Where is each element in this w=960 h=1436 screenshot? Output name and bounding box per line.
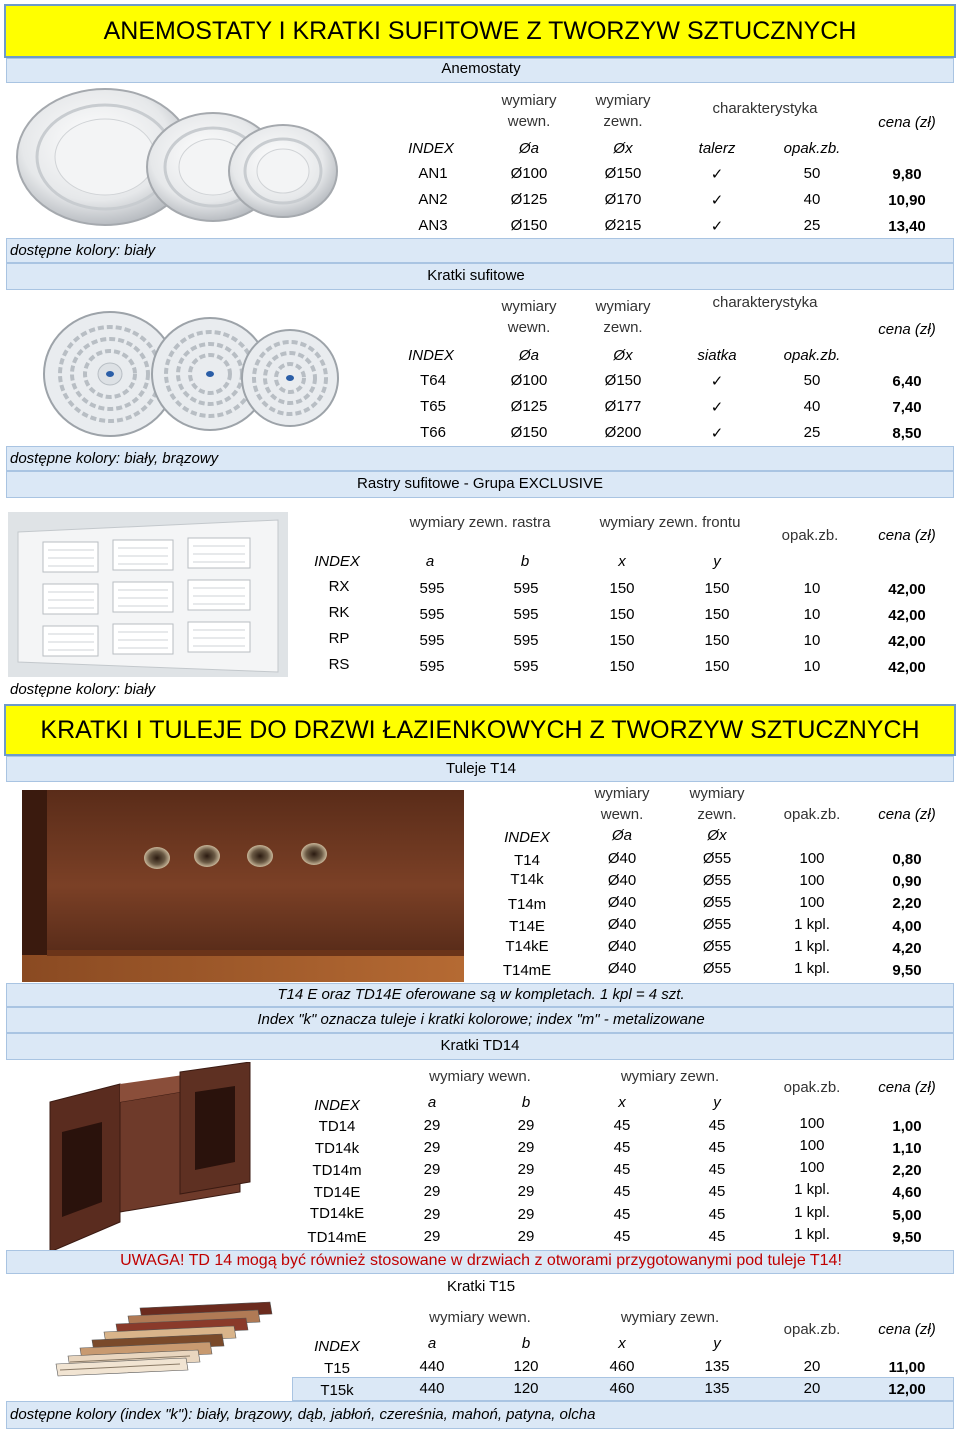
td14-h-zewn: wymiary zewn. [620,1068,720,1085]
table-cell: Ø40 [607,960,637,977]
anem-h-wewn: wymiary wewn. [501,92,557,130]
price-cell: 1,00 [892,1118,922,1135]
price-cell: 12,00 [888,1381,926,1398]
table-cell: Ø170 [604,191,642,208]
table-row-index: RX [328,578,350,595]
table-cell: 460 [609,1358,635,1375]
rastry-h-rastra: wymiary zewn. rastra [409,514,551,531]
available-colors: dostępne kolory: biały, brązowy [10,450,219,467]
table-cell: 595 [513,658,539,675]
anem-h-char: charakterystyka [712,100,818,117]
price-cell: 4,20 [892,940,922,957]
table-row-index: T14kE [505,938,549,955]
anemostaty-title: Anemostaty [441,60,521,77]
uwaga-note: UWAGA! TD 14 mogą być również stosowane w drzwiach z otworami przygotowanymi pod tuleje T14! [120,1252,842,1269]
table-row-index: T15 [324,1360,350,1377]
t15-image [40,1300,280,1400]
table-cell: 20 [803,1380,821,1397]
rastry-h-opak: opak.zb. [781,527,839,544]
table-cell: Ø100 [510,165,548,182]
table-cell: 100 [799,872,825,889]
anem-h-talerz: talerz [698,140,736,157]
anem-h-zewn: wymiary zewn. [595,92,651,130]
tuleje-h-x: Øx [707,827,727,844]
table-row-index: TD14mE [307,1229,367,1246]
table-cell: 45 [708,1139,726,1156]
table-cell: 150 [704,580,730,597]
table-cell: 45 [708,1117,726,1134]
kratki-sufitowe-image [40,292,340,442]
table-cell: 29 [517,1161,535,1178]
rastry-h-cena: cena (zł) [878,527,936,544]
td14-h-cena: cena (zł) [878,1079,936,1096]
table-cell: 1 kpl. [794,938,830,955]
anem-h-a: Øa [518,140,540,157]
table-row-index: RP [328,630,350,647]
tuleje-h-index: INDEX [504,829,550,846]
table-cell: 440 [419,1380,445,1397]
available-colors: dostępne kolory (index "k"): biały, brązowy, dąb, jabłoń, czereśnia, mahoń, patyna, olcha [10,1406,596,1423]
table-cell: 45 [708,1183,726,1200]
table-cell: 45 [613,1117,631,1134]
table-cell: 100 [799,1115,825,1132]
table-cell: 40 [803,398,821,415]
table-cell: Ø40 [607,872,637,889]
section-title-kratki-tuleje [4,704,956,756]
table-cell: Ø55 [702,916,732,933]
table-row-index: T65 [420,398,446,415]
table-cell: 45 [613,1161,631,1178]
check-icon: ✓ [710,218,724,235]
table-cell: 1 kpl. [794,1181,830,1198]
table-cell: 29 [423,1206,441,1223]
td14-h-a: a [427,1094,437,1111]
table-cell: 45 [708,1206,726,1223]
rastry-h-x: x [618,553,626,570]
table-cell: Ø215 [604,217,642,234]
available-colors: dostępne kolory: biały [10,681,156,698]
table-cell: 29 [517,1206,535,1223]
kratki-h-char: charakterystyka [712,294,818,311]
table-cell: 20 [803,1358,821,1375]
table-row-index: TD14m [312,1162,362,1179]
available-colors: dostępne kolory: biały [10,242,156,259]
rastry-h-b: b [520,553,530,570]
table-cell: 29 [517,1139,535,1156]
price-cell: 9,50 [892,1229,922,1246]
table-cell: Ø40 [607,894,637,911]
table-cell: 595 [419,606,445,623]
section-title-anemostaty-kratki [4,4,956,58]
table-cell: 595 [419,658,445,675]
table-cell: 1 kpl. [794,960,830,977]
table-cell: Ø40 [607,938,637,955]
t15-h-wewn: wymiary wewn. [429,1309,531,1326]
table-cell: 120 [513,1358,539,1375]
price-cell: 42,00 [888,581,926,598]
table-cell: 100 [799,894,825,911]
table-cell: Ø100 [510,372,548,389]
table-cell: Ø55 [702,872,732,889]
kratki-h-wewn: wymiary wewn. [501,298,557,336]
tuleje-h-zewn2: zewn. [697,806,737,823]
table-row-index: AN1 [418,165,448,182]
check-icon: ✓ [710,166,724,183]
price-cell: 2,20 [892,895,922,912]
table-cell: 29 [423,1139,441,1156]
rastry-h-y: y [713,553,721,570]
table-cell: 150 [704,606,730,623]
table-cell: 29 [423,1228,441,1245]
table-cell: 135 [704,1358,730,1375]
kratki-title: Kratki sufitowe [427,267,525,284]
table-cell: 29 [423,1117,441,1134]
table-cell: 25 [803,424,821,441]
table-cell: Ø150 [510,217,548,234]
price-cell: 9,50 [892,962,922,979]
price-cell: 42,00 [888,633,926,650]
table-cell: 100 [799,850,825,867]
table-cell: 50 [803,165,821,182]
table-cell: 45 [708,1228,726,1245]
t15-h-opak: opak.zb. [783,1321,841,1338]
td14-h-index: INDEX [314,1097,360,1114]
table-row-index: TD14kE [309,1205,365,1222]
kratki-h-cena: cena (zł) [878,321,936,338]
price-cell: 13,40 [888,218,926,235]
anem-h-x: Øx [613,140,633,157]
table-cell: Ø200 [604,424,642,441]
table-cell: 29 [423,1183,441,1200]
rastry-h-frontu: wymiary zewn. frontu [599,514,741,531]
table-cell: 150 [704,658,730,675]
table-row-index: T14m [507,896,547,913]
table-cell: 29 [423,1161,441,1178]
tuleje-h-cena: cena (zł) [878,806,936,823]
anem-h-opak: opak.zb. [783,140,841,157]
kratki-h-opak: opak.zb. [783,347,841,364]
table-cell: 440 [419,1358,445,1375]
tuleje-h-opak: opak.zb. [783,806,841,823]
check-icon: ✓ [710,399,724,416]
table-cell: 120 [513,1380,539,1397]
table-cell: 45 [613,1228,631,1245]
kratki-h-index: INDEX [408,347,454,364]
tuleje-h-wewn2: wewn. [600,806,644,823]
price-cell: 2,20 [892,1162,922,1179]
table-cell: 45 [613,1139,631,1156]
table-cell: 460 [609,1380,635,1397]
anem-h-index: INDEX [408,140,454,157]
t15-h-y: y [713,1335,721,1352]
table-cell: Ø150 [604,372,642,389]
section-title-text: KRATKI I TULEJE DO DRZWI ŁAZIENKOWYCH Z TWORZYW SZTUCZNYCH [40,715,920,744]
table-cell: 150 [609,632,635,649]
table-row-index: T15k [320,1382,354,1399]
table-row-index: TD14E [313,1184,361,1201]
rastry-h-index: INDEX [314,553,360,570]
table-cell: 1 kpl. [794,1226,830,1243]
price-cell: 0,80 [892,851,922,868]
price-cell: 1,10 [892,1140,922,1157]
note-index-k-m: Index "k" oznacza tuleje i kratki kolorowe; index "m" - metalizowane [257,1011,705,1028]
td14-h-x: x [618,1094,626,1111]
table-cell: Ø55 [702,850,732,867]
price-cell: 4,00 [892,918,922,935]
table-cell: Ø150 [604,165,642,182]
check-icon: ✓ [710,373,724,390]
anemostaty-image [8,85,338,235]
td14-h-opak: opak.zb. [783,1079,841,1096]
table-row-index: T14 [514,852,540,869]
table-cell: 595 [513,606,539,623]
table-row-index: AN2 [418,191,448,208]
table-cell: 10 [803,658,821,675]
table-row-index: T66 [420,424,446,441]
price-cell: 7,40 [892,399,922,416]
table-cell: 100 [799,1159,825,1176]
kratki-h-siatka: siatka [697,347,737,364]
table-cell: 25 [803,217,821,234]
td14-title: Kratki TD14 [440,1037,520,1054]
table-cell: Ø55 [702,960,732,977]
table-cell: 45 [613,1183,631,1200]
note-kompletach: T14 E oraz TD14E oferowane są w kompletach. 1 kpl = 4 szt. [277,986,685,1003]
price-cell: 0,90 [892,873,922,890]
t15-title: Kratki T15 [446,1278,516,1295]
check-icon: ✓ [710,425,724,442]
table-cell: 29 [517,1228,535,1245]
table-row-index: RK [328,604,350,621]
price-cell: 42,00 [888,659,926,676]
table-row-index: AN3 [418,217,448,234]
tuleje-h-zewn1: wymiary [689,785,745,802]
anem-h-cena: cena (zł) [878,114,936,131]
table-cell: 150 [609,658,635,675]
table-cell: 595 [419,580,445,597]
price-cell: 8,50 [892,425,922,442]
table-cell: 40 [803,191,821,208]
table-row-index: RS [328,656,350,673]
table-row-index: TD14 [318,1118,356,1135]
t15-h-zewn: wymiary zewn. [620,1309,720,1326]
table-cell: 29 [517,1117,535,1134]
t15-h-cena: cena (zł) [878,1321,936,1338]
td14-h-b: b [521,1094,531,1111]
table-cell: 595 [419,632,445,649]
table-cell: 150 [609,606,635,623]
price-cell: 6,40 [892,373,922,390]
table-cell: 50 [803,372,821,389]
table-cell: Ø177 [604,398,642,415]
table-cell: Ø55 [702,938,732,955]
table-cell: 150 [704,632,730,649]
kratki-h-zewn: wymiary zewn. [595,298,651,336]
table-cell: Ø150 [510,424,548,441]
t15-h-index: INDEX [314,1338,360,1355]
table-row-index: T14E [509,918,545,935]
t15-h-b: b [521,1335,531,1352]
tuleje-h-a: Øa [611,827,633,844]
price-cell: 5,00 [892,1207,922,1224]
table-cell: 150 [609,580,635,597]
section-title-text: ANEMOSTATY I KRATKI SUFITOWE Z TWORZYW SZTUCZNYCH [103,16,857,45]
table-cell: Ø40 [607,850,637,867]
rastry-h-a: a [425,553,435,570]
table-cell: 10 [803,606,821,623]
td14-h-wewn: wymiary wewn. [429,1068,531,1085]
rastry-image [8,512,288,677]
tuleje-title: Tuleje T14 [445,760,517,777]
price-cell: 9,80 [892,166,922,183]
table-cell: 1 kpl. [794,1204,830,1221]
table-cell: 45 [613,1206,631,1223]
table-cell: 1 kpl. [794,916,830,933]
table-cell: 10 [803,632,821,649]
table-cell: 100 [799,1137,825,1154]
check-icon: ✓ [710,192,724,209]
table-cell: Ø125 [510,398,548,415]
kratki-h-x: Øx [613,347,633,364]
price-cell: 42,00 [888,607,926,624]
price-cell: 11,00 [888,1359,926,1376]
tuleje-h-wewn1: wymiary [594,785,650,802]
t15-h-a: a [427,1335,437,1352]
table-row-index: T14k [510,871,544,888]
table-cell: 29 [517,1183,535,1200]
kratki-h-a: Øa [518,347,540,364]
table-cell: 595 [513,580,539,597]
table-cell: 45 [708,1161,726,1178]
door-tuleje-image [22,790,464,982]
td14-h-y: y [713,1094,721,1111]
table-row-index: T14mE [502,962,552,979]
t15-h-x: x [618,1335,626,1352]
table-cell: 595 [513,632,539,649]
td14-image [40,1062,260,1262]
table-cell: 10 [803,580,821,597]
price-cell: 10,90 [888,192,926,209]
rastry-title: Rastry sufitowe - Grupa EXCLUSIVE [357,475,603,492]
table-cell: Ø125 [510,191,548,208]
table-cell: Ø40 [607,916,637,933]
table-row-index: TD14k [314,1140,360,1157]
table-row-index: T64 [420,372,446,389]
price-cell: 4,60 [892,1184,922,1201]
table-cell: 135 [704,1380,730,1397]
table-cell: Ø55 [702,894,732,911]
